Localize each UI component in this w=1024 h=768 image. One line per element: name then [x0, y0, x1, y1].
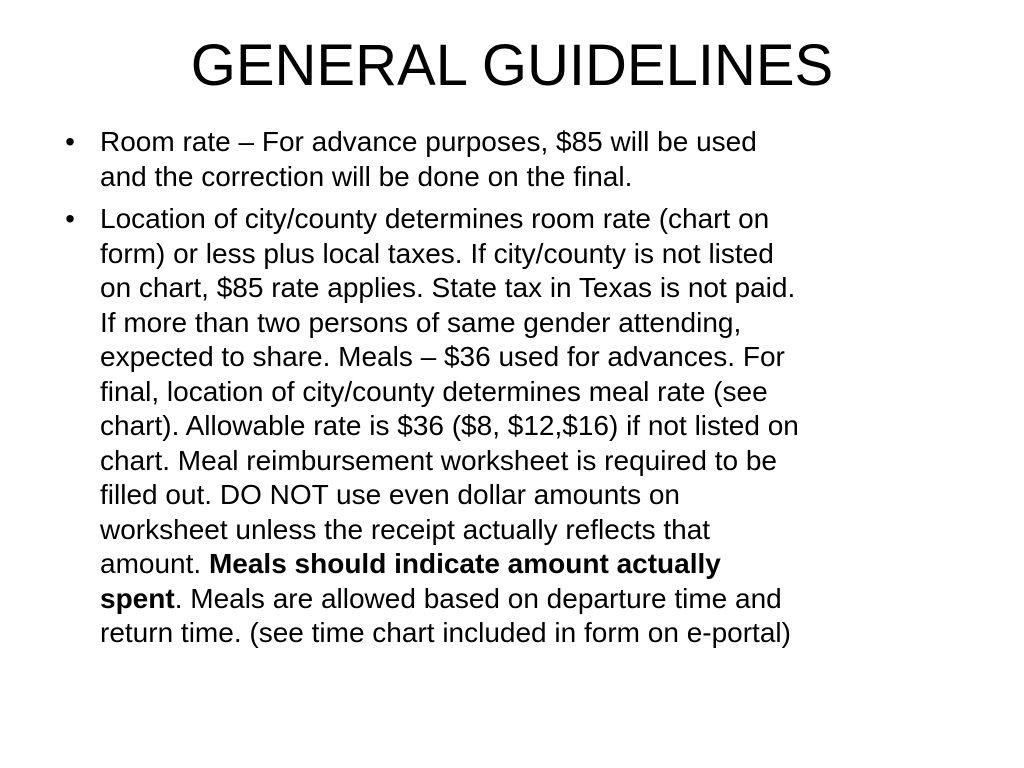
bullet-text-emphasis: Meals should indicate amount actually spent [100, 548, 721, 614]
bullet-item-location [65, 202, 980, 651]
bullet-text-after: . Meals are allowed based on departure time and return time. (see time chart included in form on e-portal) [100, 582, 791, 648]
bullet-item-room-rate [65, 125, 980, 194]
bullet-icon: • [65, 203, 75, 234]
bullet-list [65, 125, 980, 659]
bullet-text-before: Location of city/county determines room rate (chart on form) or less plus local taxes. If city/county is not listed on chart, $85 rate applies. State tax in Texas is not paid. If more than two persons of same gender attending, expected to share. Meals – $36 used for advances. For final, location of city/county determines meal rate (see chart). Allowable rate is $36 ($8, $12,$16) if not listed on chart. Meal reimbursement worksheet is required to be filled out. DO NOT use even dollar amounts on worksheet unless the receipt actually reflects that amount. [100, 203, 799, 579]
bullet-icon: • [65, 126, 75, 157]
bullet-text [100, 202, 980, 651]
slide-title: GENERAL GUIDELINES [190, 33, 834, 98]
bullet-text: Room rate – For advance purposes, $85 will be used and the correction will be done on the final. [100, 126, 757, 192]
